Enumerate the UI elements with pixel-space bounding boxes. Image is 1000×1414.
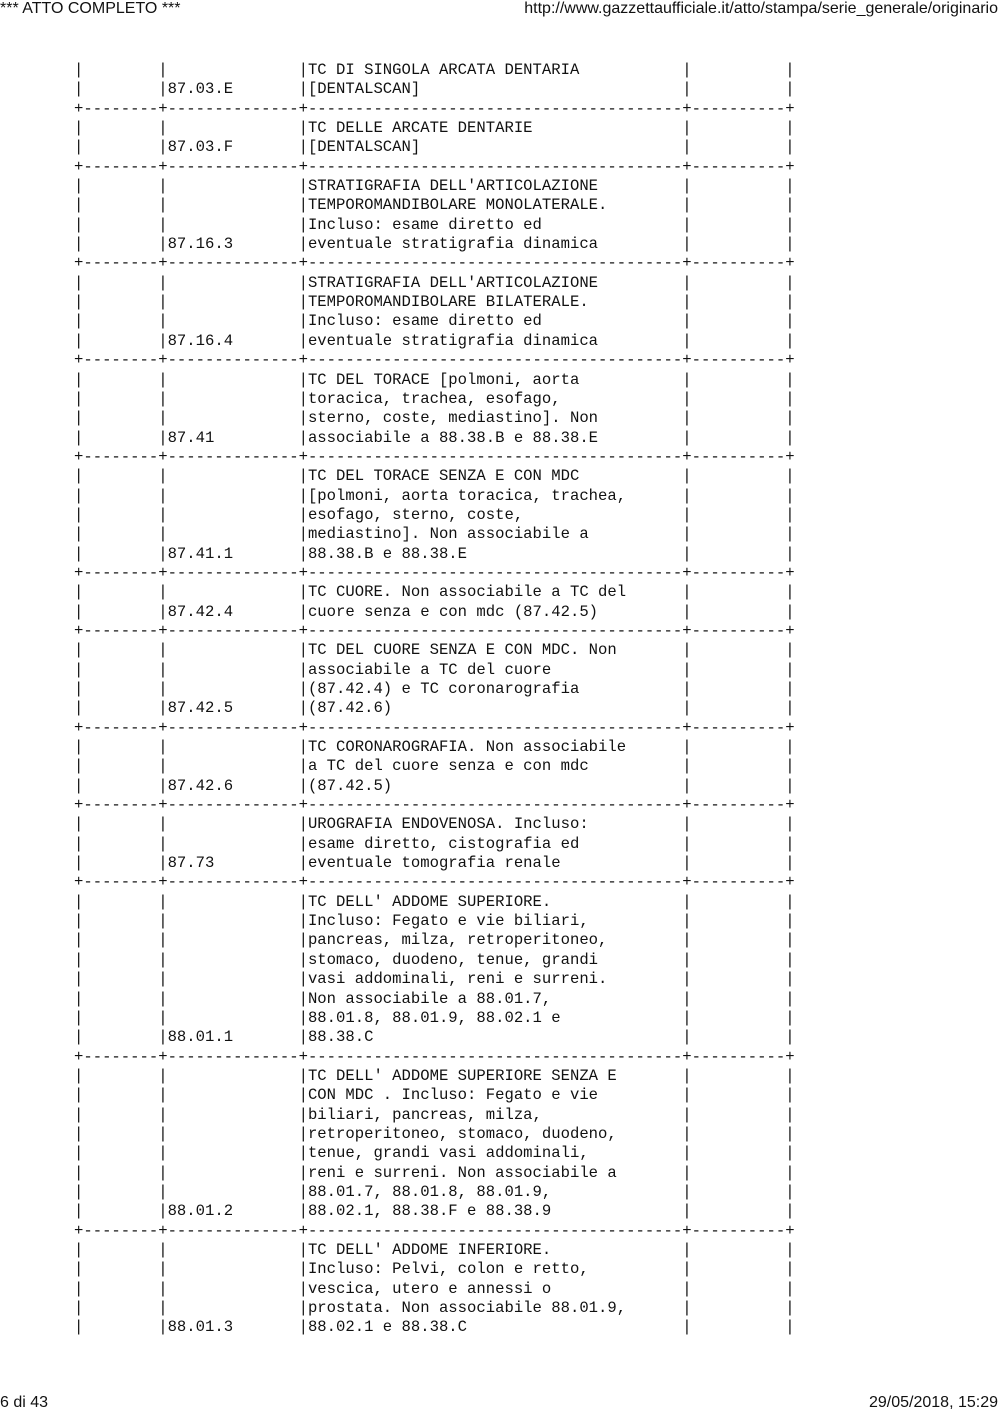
- print-header-url: http://www.gazzettaufficiale.it/atto/stampa/serie_generale/originario: [524, 0, 998, 17]
- table-row-line: | | |Incluso: Pelvi, colon e retto, | |: [74, 1260, 795, 1279]
- table-row-line: | | |TC DELLE ARCATE DENTARIE | |: [74, 119, 795, 138]
- table-separator: +--------+--------------+----------------------------------------+----------+: [74, 563, 795, 582]
- table-separator: +--------+--------------+----------------------------------------+----------+: [74, 254, 795, 273]
- table-row-line: | | |tenue, grandi vasi addominali, | |: [74, 1144, 795, 1163]
- table-row-line: | | |esame diretto, cistografia ed | |: [74, 834, 795, 853]
- table-row-line: | | |STRATIGRAFIA DELL'ARTICOLAZIONE | |: [74, 273, 795, 292]
- table-separator: +--------+--------------+----------------------------------------+----------+: [74, 99, 795, 118]
- table-row-line: | |87.16.4 |eventuale stratigrafia dinamica | |: [74, 331, 795, 350]
- table-row-line: | | |TC CORONAROGRAFIA. Non associabile | |: [74, 738, 795, 757]
- table-row-line: | | |[polmoni, aorta toracica, trachea, | |: [74, 486, 795, 505]
- table-row-line: | | |retroperitoneo, stomaco, duodeno, | |: [74, 1124, 795, 1143]
- table-row-line: | |87.03.E |[DENTALSCAN] | |: [74, 80, 795, 99]
- table-row-line: | | |Incluso: Fegato e vie biliari, | |: [74, 912, 795, 931]
- table-row-line: | |87.42.5 |(87.42.6) | |: [74, 699, 795, 718]
- table-row-line: | | |TC DEL TORACE [polmoni, aorta | |: [74, 370, 795, 389]
- table-row-line: | | |reni e surreni. Non associabile a | |: [74, 1163, 795, 1182]
- print-header-title: *** ATTO COMPLETO ***: [0, 0, 181, 17]
- table-row-line: | |87.73 |eventuale tomografia renale | |: [74, 854, 795, 873]
- table-row-line: | | |vasi addominali, reni e surreni. | |: [74, 970, 795, 989]
- table-row-line: | | |sterno, coste, mediastino]. Non | |: [74, 409, 795, 428]
- table-row-line: | | |associabile a TC del cuore | |: [74, 660, 795, 679]
- page-counter: 6 di 43: [0, 1394, 49, 1411]
- table-row-line: | | |biliari, pancreas, milza, | |: [74, 1105, 795, 1124]
- table-row-line: | | |esofago, sterno, coste, | |: [74, 505, 795, 524]
- table-row-line: | | |TC DELL' ADDOME SUPERIORE. | |: [74, 892, 795, 911]
- table-row-line: | | |UROGRAFIA ENDOVENOSA. Incluso: | |: [74, 815, 795, 834]
- table-row-line: | | |Non associabile a 88.01.7, | |: [74, 989, 795, 1008]
- table-row-line: | | |stomaco, duodeno, tenue, grandi | |: [74, 950, 795, 969]
- table-row-line: | | |TC DELL' ADDOME INFERIORE. | |: [74, 1240, 795, 1259]
- table-row-line: | | |TEMPOROMANDIBOLARE MONOLATERALE. | |: [74, 196, 795, 215]
- table-row-line: | | |CON MDC . Incluso: Fegato e vie | |: [74, 1086, 795, 1105]
- table-row-line: | | |toracica, trachea, esofago, | |: [74, 389, 795, 408]
- table-row-line: | |87.16.3 |eventuale stratigrafia dinamica | |: [74, 235, 795, 254]
- table-row-line: | | |STRATIGRAFIA DELL'ARTICOLAZIONE | |: [74, 177, 795, 196]
- table-row-line: | |88.01.1 |88.38.C | |: [74, 1028, 795, 1047]
- table-row-line: | |87.42.6 |(87.42.5) | |: [74, 776, 795, 795]
- table-row-line: | | |TC DEL CUORE SENZA E CON MDC. Non | |: [74, 641, 795, 660]
- table-separator: +--------+--------------+----------------------------------------+----------+: [74, 351, 795, 370]
- table-row-line: | |87.42.4 |cuore senza e con mdc (87.42.5) | |: [74, 602, 795, 621]
- table-row-line: | | |Incluso: esame diretto ed | |: [74, 215, 795, 234]
- table-separator: +--------+--------------+----------------------------------------+----------+: [74, 621, 795, 640]
- table-row-line: | | |TC DEL TORACE SENZA E CON MDC | |: [74, 467, 795, 486]
- tariff-ascii-table: [74, 61, 795, 1338]
- print-datetime: 29/05/2018, 15:29: [868, 1394, 998, 1411]
- table-separator: +--------+--------------+----------------------------------------+----------+: [74, 447, 795, 466]
- table-row-line: | | |TC DI SINGOLA ARCATA DENTARIA | |: [74, 61, 795, 79]
- table-row-line: | | |prostata. Non associabile 88.01.9, | |: [74, 1299, 795, 1317]
- table-row-line: | | |TEMPOROMANDIBOLARE BILATERALE. | |: [74, 293, 795, 312]
- table-separator: +--------+--------------+----------------------------------------+----------+: [74, 796, 795, 815]
- table-row-line: | | |88.01.7, 88.01.8, 88.01.9, | |: [74, 1182, 795, 1201]
- table-separator: +--------+--------------+----------------------------------------+----------+: [74, 157, 795, 176]
- table-row-line: | |87.03.F |[DENTALSCAN] | |: [74, 138, 795, 157]
- table-row-line: | |88.01.2 |88.02.1, 88.38.F e 88.38.9 | |: [74, 1202, 795, 1221]
- table-row-line: | | |(87.42.4) e TC coronarografia | |: [74, 680, 795, 698]
- table-row-line: | | |88.01.8, 88.01.9, 88.02.1 e | |: [74, 1008, 795, 1027]
- table-separator: +--------+--------------+----------------------------------------+----------+: [74, 718, 795, 737]
- table-row-line: | | |vescica, utero e annessi o | |: [74, 1279, 795, 1298]
- table-row-line: | |88.01.3 |88.02.1 e 88.38.C | |: [74, 1318, 795, 1337]
- table-row-line: | | |a TC del cuore senza e con mdc | |: [74, 757, 795, 776]
- table-row-line: | |87.41 |associabile a 88.38.B e 88.38.E | |: [74, 428, 795, 447]
- table-row-line: | | |TC CUORE. Non associabile a TC del | |: [74, 583, 795, 602]
- table-row-line: | | |mediastino]. Non associabile a | |: [74, 525, 795, 544]
- table-row-line: | | |Incluso: esame diretto ed | |: [74, 312, 795, 331]
- table-separator: +--------+--------------+----------------------------------------+----------+: [74, 1221, 795, 1240]
- table-row-line: | |87.41.1 |88.38.B e 88.38.E | |: [74, 544, 795, 563]
- table-row-line: | | |TC DELL' ADDOME SUPERIORE SENZA E | |: [74, 1066, 795, 1085]
- table-row-line: | | |pancreas, milza, retroperitoneo, | |: [74, 931, 795, 950]
- table-separator: +--------+--------------+----------------------------------------+----------+: [74, 1047, 795, 1066]
- table-separator: +--------+--------------+----------------------------------------+----------+: [74, 873, 795, 892]
